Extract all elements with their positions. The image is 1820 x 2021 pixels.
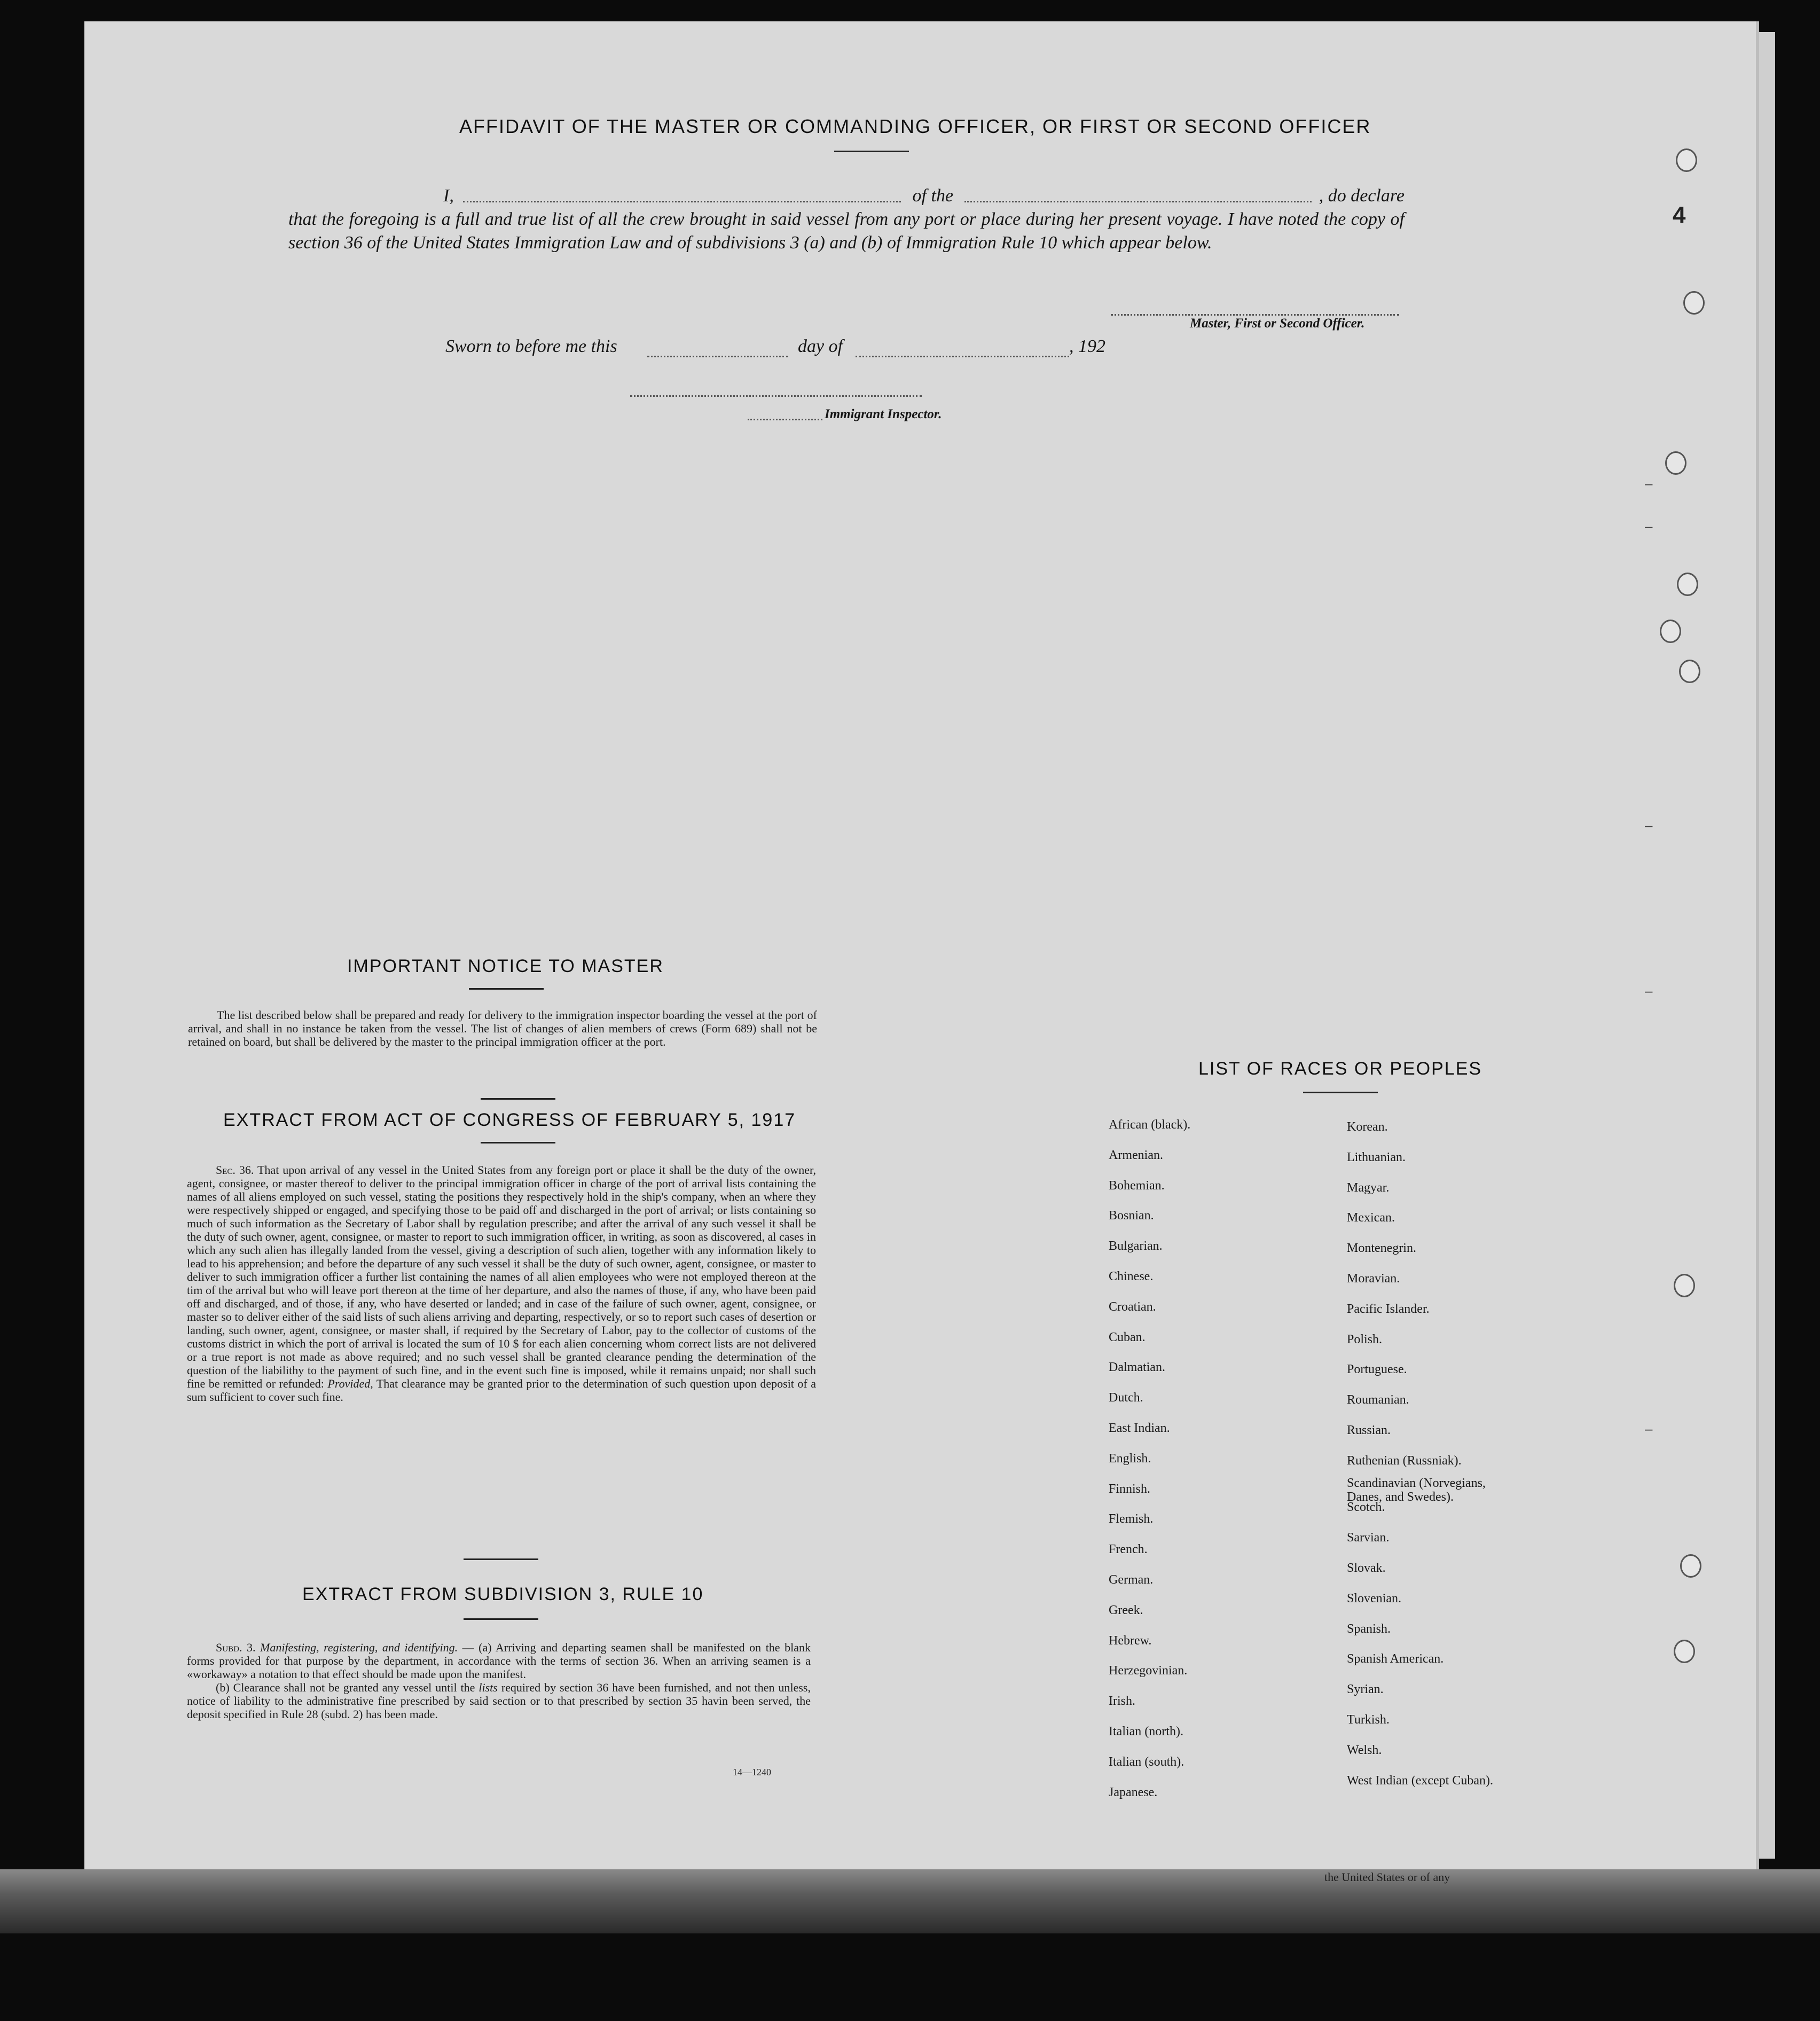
race-item: Montenegrin.	[1347, 1241, 1416, 1256]
day-of-label: day of	[798, 336, 843, 356]
race-item: West Indian (except Cuban).	[1347, 1773, 1493, 1788]
race-item: Croatian.	[1109, 1299, 1156, 1314]
sec-36-text: That upon arrival of any vessel in the United States from any foreign port or place it shall be the duty of the owner, agent, consignee, or master thereof to deliver to the principal immigration officer in charge of the port of arrival lists containing the names of all aliens employed on such vessel, stating the positions they respectively hold in the ship's company, when an where they were respectively shipped or engaged, and specifying those to be paid off and discharged in the port of arrival; or lists containing so much of such information as the Secretary of Labor shall by regulation prescribe; and after the arrival of any such vessel it shall be the duty of such owner, agent, consignee, or master to report to such immigration officer, in writing, as soon as discovered, al cases in which any such alien has illegally landed from the vessel, giving a description of such alien, together with any information likely to lead to his apprehension; and before the departure of any such vessel it shall be the duty of such owner, agent, consignee, or master to deliver to such immigration officer a further list containing the names of all alien employees who were not employed thereon at the tim of the arrival but who will leave port thereon at the time of her departure, and also the names of those, if any, who have been paid off and discharged, and of those, if any, who have deserted or landed; and in case of the failure of such owner, agent, consignee, or master so to deliver either of the said lists of such aliens arriving and departing, respectively, or so to report such cases of desertion or landing, such owner, agent, consignee, or master shall, if required by the Secretary of Labor, pay to the collector of customs of the customs district in which the port of arrival is located the sum of 10 $ for each alien concerning whom correct lists are not delivered or a true report is not made as above required; and no such vessel shall be granted clearance pending the determination of the question of the liabilithy to the payment of such fine, and in the event such fine is imposed, while it remains unpaid; nor shall such fine be remitted or refunded:	[187, 1163, 817, 1390]
race-item: Moravian.	[1347, 1271, 1400, 1286]
subd-label: Subd. 3.	[216, 1641, 256, 1654]
declaration-body: that the foregoing is a full and true list of all the crew brought in said vessel from any port or place during her present voyage. I have noted the copy of section 36 of the United States Immigration Law and of subdivisions 3 (a) and (b) of Immigration Rule 10 which appear below.	[288, 209, 1405, 253]
race-item: Roumanian.	[1347, 1393, 1409, 1407]
master-signature-label: Master, First or Second Officer.	[1190, 316, 1365, 331]
race-item: East Indian.	[1109, 1421, 1170, 1435]
master-signature-line[interactable]	[1111, 314, 1399, 316]
strip-text: the United States or of any	[1324, 1870, 1450, 1884]
rule-body	[187, 1641, 811, 1721]
rule-top-rule	[464, 1558, 538, 1560]
race-item: Bosnian.	[1109, 1209, 1154, 1223]
vessel-name-field[interactable]	[964, 184, 1312, 202]
subd-paragraph-a	[187, 1641, 811, 1681]
punch-hole	[1665, 451, 1686, 475]
punch-hole	[1676, 148, 1697, 172]
race-item: Pacific Islander.	[1347, 1302, 1430, 1316]
punch-hole	[1674, 1274, 1695, 1297]
race-item: Scotch.	[1347, 1500, 1385, 1515]
of-the-label: of the	[912, 186, 954, 206]
race-item: Magyar.	[1347, 1180, 1390, 1195]
inspector-signature-line[interactable]	[630, 395, 922, 397]
declaration-line	[288, 184, 1405, 208]
notice-title: IMPORTANT NOTICE TO MASTER	[347, 956, 664, 976]
notice-paragraph: The list described below shall be prepared and ready for delivery to the immigration inspector boarding the vessel at the port of arrival, and shall in no instance be taken from the vessel. The list of changes of alien members of crews (Form 689) shall not be retained on board, but shall be delivered by the master to the principal immigration officer at the port.	[188, 1008, 817, 1048]
act-bottom-rule	[481, 1142, 555, 1143]
subd-paragraph-b	[187, 1681, 811, 1721]
subd-heading: Manifesting, registering, and identifying.	[260, 1641, 458, 1654]
race-item: Italian (south).	[1109, 1754, 1184, 1769]
race-item: Slovak.	[1347, 1561, 1386, 1575]
sworn-label: Sworn to before me this	[445, 336, 617, 356]
race-item: Japanese.	[1109, 1785, 1158, 1799]
race-item: Dalmatian.	[1109, 1360, 1165, 1375]
subd-b-end: required by section 36 have been furnished, and not then unless, notice of liability to the administrative fine prescribed by said section or to that prescribed by section 35 havin been served, the deposit specified in Rule 28 (subd. 2) has been made.	[187, 1681, 811, 1721]
race-item: Cuban.	[1109, 1330, 1146, 1344]
race-item: Chinese.	[1109, 1269, 1154, 1283]
race-item: Scandinavian (Norvegians, Danes, and Swedes).	[1347, 1476, 1486, 1504]
punch-hole	[1683, 291, 1705, 315]
rule-title: EXTRACT FROM SUBDIVISION 3, RULE 10	[302, 1584, 704, 1604]
punch-hole	[1677, 573, 1698, 596]
page-edge	[1759, 32, 1775, 1859]
provided-word: Provided,	[327, 1377, 373, 1390]
race-item: African (black).	[1109, 1118, 1191, 1132]
race-item: Spanish.	[1347, 1622, 1391, 1636]
affidavit-declaration	[288, 184, 1405, 255]
notice-body	[188, 1008, 817, 1048]
race-item: Herzegovinian.	[1109, 1664, 1188, 1678]
race-item: Turkish.	[1347, 1712, 1390, 1727]
margin-mark: –	[1645, 475, 1653, 491]
title-rule	[834, 151, 909, 152]
race-item: Bohemian.	[1109, 1178, 1165, 1193]
race-item: German.	[1109, 1572, 1154, 1587]
race-item: Portuguese.	[1347, 1362, 1407, 1377]
race-item: Dutch.	[1109, 1391, 1143, 1405]
punch-hole	[1679, 660, 1700, 683]
races-right-column	[1347, 1112, 1523, 1796]
race-item: French.	[1109, 1542, 1148, 1557]
race-item: Korean.	[1347, 1120, 1388, 1134]
page-number: 4	[1673, 202, 1686, 228]
subd-a-text: — (a) Arriving and departing seamen shall be manifested on the blank forms provided for that purpose by the department, in accordance with the terms of section 36. When an arriving seamen is a «workaway» a notation to that effect should be made upon the manifest.	[187, 1641, 811, 1681]
race-item: Polish.	[1347, 1332, 1383, 1346]
races-rule	[1303, 1092, 1378, 1093]
inspector-label: Immigrant Inspector.	[825, 407, 942, 421]
sworn-day-field[interactable]	[647, 356, 788, 357]
act-top-rule	[481, 1098, 555, 1100]
race-item: Ruthenian (Russniak).	[1347, 1453, 1462, 1468]
race-item: Sarvian.	[1347, 1531, 1390, 1545]
race-item: Italian (north).	[1109, 1724, 1183, 1738]
affidavit-title: AFFIDAVIT OF THE MASTER OR COMMANDING OFFICER, OR FIRST OR SECOND OFFICER	[459, 115, 1371, 137]
races-title: LIST OF RACES OR PEOPLES	[1198, 1059, 1482, 1079]
sec-label: Sec. 36.	[216, 1163, 254, 1177]
scan-strip	[0, 1869, 1820, 1933]
race-item: Armenian.	[1109, 1148, 1163, 1162]
sworn-month-field[interactable]	[856, 356, 1069, 357]
race-item: Syrian.	[1347, 1682, 1384, 1697]
race-item: Irish.	[1109, 1694, 1135, 1709]
margin-mark: –	[1645, 983, 1653, 999]
year-label: , 192	[1069, 336, 1105, 356]
act-body	[187, 1163, 816, 1404]
form-number: 14—1240	[733, 1767, 771, 1777]
declarant-name-field[interactable]	[463, 184, 901, 202]
margin-mark: –	[1645, 518, 1653, 534]
race-item: Greek.	[1109, 1603, 1143, 1617]
race-item: Russian.	[1347, 1423, 1391, 1437]
act-title: EXTRACT FROM ACT OF CONGRESS OF FEBRUARY 5, 1917	[223, 1110, 796, 1130]
race-item: Bulgarian.	[1109, 1239, 1163, 1254]
margin-mark: –	[1645, 1421, 1653, 1437]
punch-hole	[1674, 1640, 1695, 1663]
declarant-prefix: I,	[443, 186, 454, 206]
race-item: Flemish.	[1109, 1512, 1154, 1526]
race-item: English.	[1109, 1451, 1151, 1466]
race-item: Slovenian.	[1347, 1591, 1401, 1605]
race-item: Lithuanian.	[1347, 1150, 1406, 1164]
race-item: Hebrew.	[1109, 1633, 1152, 1648]
race-item: Welsh.	[1347, 1743, 1382, 1757]
race-item: Spanish American.	[1347, 1652, 1444, 1666]
punch-hole	[1680, 1554, 1701, 1578]
race-item: Mexican.	[1347, 1211, 1395, 1225]
lists-word: lists	[478, 1681, 498, 1694]
notice-rule	[469, 988, 544, 990]
sec-36-end: That clearance may be granted prior to the determination of such question upon deposit of a sum sufficient to cover such fine.	[187, 1377, 817, 1404]
race-item: Finnish.	[1109, 1482, 1151, 1496]
subd-b-start: (b) Clearance shall not be granted any vessel until the	[216, 1681, 475, 1694]
do-declare-label: , do declare	[1319, 186, 1405, 206]
punch-hole	[1660, 620, 1681, 643]
races-left-column	[1109, 1110, 1190, 1807]
margin-mark: –	[1645, 817, 1653, 833]
rule-bottom-rule	[464, 1618, 538, 1620]
act-paragraph	[187, 1163, 816, 1404]
inspector-short-line	[748, 419, 822, 420]
